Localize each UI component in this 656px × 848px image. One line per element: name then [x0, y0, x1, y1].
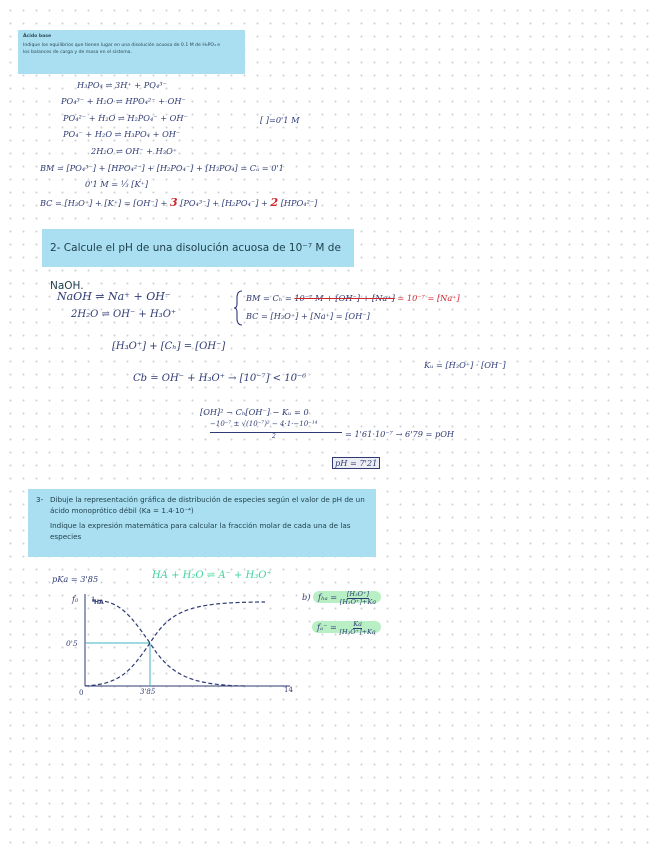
- s2-line-3: [H₃O⁺] + [Cₕ] = [OH⁻]: [112, 341, 226, 352]
- exercise-1-title: Ácido base: [23, 34, 52, 39]
- s3-reaction: HA + H₂O ⇌ A⁻ + H₃O⁺: [152, 570, 272, 581]
- s1-concentration-note: [ ]=0'1 M: [260, 115, 300, 125]
- exercise-3-row-2: [36, 520, 368, 542]
- graph-half-label: 0'5: [66, 639, 78, 648]
- s2-equilibrium-2: 2H₂O ⇌ OH⁻ + H₃O⁺: [71, 309, 177, 320]
- s2-final-ph: [332, 458, 380, 468]
- graph-zero-label: 0: [79, 689, 84, 697]
- graph-pka-label: 3'85: [140, 688, 156, 696]
- s2-quadratic-result: = 1'61·10⁻⁷ → 6'79 = pOH: [345, 429, 455, 439]
- s3-fraction-ha-lhs: fₕₐ =: [318, 592, 338, 602]
- s1-bc-coef-3: 3: [169, 196, 178, 209]
- s3-fraction-a-lhs: fₐ⁻ =: [317, 622, 337, 632]
- s2-mass-balance: [246, 293, 460, 303]
- s3-fraction-a-den: [H₃O⁺]+Ka: [339, 628, 376, 636]
- exercise-2-banner: 2- Calcule el pH de una disolución acuosa de 10⁻⁷ M de NaOH.: [42, 229, 354, 267]
- s3-fraction-ha-box: [313, 590, 381, 606]
- s3-fraction-ha-den: [H₃O⁺]+Ka: [339, 598, 377, 606]
- s3-fraction-a-num: Ka: [353, 620, 363, 628]
- s1-mass-balance: BM = [PO₄³⁻] + [HPO₄²⁻] + [H₂PO₄⁻] + [H₃PO₄] = Cₐ = 0'1: [40, 163, 284, 173]
- s1-equilibrium-4: PO₄⁻ + H₂O ⇌ H₃PO₄ + OH⁻: [63, 129, 181, 139]
- s3-fraction-a: [312, 620, 381, 636]
- exercise-1-text-1: Indique los equilibrios que tienen lugar en una disolución acuosa de 0.1 M de H₃PO₄ e: [23, 43, 221, 48]
- s1-mass-balance-2: 0'1 M = ⅓ [K⁺]: [85, 179, 149, 189]
- s3-fraction-ha: [302, 590, 381, 606]
- s3-fraction-a-frac: [340, 620, 376, 636]
- s2-brace: [234, 290, 244, 326]
- s1-bc-coef-2: 2: [270, 196, 279, 209]
- graph-curve-a: [85, 602, 265, 686]
- s2-line-4: Cb = OH⁻ + H₃O⁺ → [10⁻⁷] < 10⁻⁶: [133, 373, 307, 384]
- graph-ha-label: HA: [94, 599, 104, 606]
- s1-bc-end: [HPO₄²⁻]: [278, 198, 318, 208]
- s2-charge-balance: BC = [H₃O⁺] + [Na⁺] = [OH⁻]: [246, 311, 370, 321]
- s1-equilibrium-5: 2H₂O ⇌ OH⁻ + H₃O⁺: [91, 146, 178, 156]
- s1-equilibrium-3: PO₄²⁻ + H₂O ⇌ H₂PO₄⁻ + OH⁻: [63, 113, 188, 123]
- exercise-1-text-2: los balances de carga y de masa en el sistema.: [23, 50, 132, 55]
- s3-distribution-graph: [60, 590, 300, 700]
- s1-equilibrium-1: H₃PO₄ ⇌ 3H⁺ + PO₄³⁻: [77, 80, 167, 90]
- s2-equilibrium-1: NaOH ⇌ Na⁺ + OH⁻: [57, 290, 171, 303]
- exercise-3-banner: [28, 489, 376, 557]
- s2-quadratic-denominator: 2: [272, 433, 276, 440]
- s3-fraction-ha-frac: [340, 590, 376, 606]
- s2-quadratic-numerator: −10⁻⁷ ± √(10⁻⁷)² − 4·1·−10⁻¹⁴: [210, 420, 318, 428]
- s1-charge-balance: [40, 196, 317, 209]
- s1-bc-left: BC = [H₃O⁺] + [K⁺] = [OH⁻] +: [40, 198, 170, 208]
- graph-y-label: f₀: [72, 595, 79, 604]
- s3-fraction-ha-num: [H₃O⁺]: [346, 590, 369, 598]
- s1-bc-mid: [PO₄³⁻] + [H₂PO₄⁻] +: [177, 198, 271, 208]
- s2-bm-prefix: BM = Cₕ =: [246, 293, 295, 303]
- s3-fraction-a-box: [312, 620, 381, 636]
- exercise-1-banner: [18, 30, 245, 74]
- graph-y-one: 1: [91, 596, 96, 604]
- graph-x-end-label: 14: [284, 686, 293, 694]
- s2-bm-struck: 10⁻⁷ M + [OH⁻] + [Na⁺]: [294, 293, 395, 303]
- s2-fraction-bar: [210, 432, 342, 433]
- s2-final-ph-box: pH = 7'21: [332, 457, 380, 469]
- s3-b-label: b): [302, 592, 311, 602]
- s2-line-5: [OH]² − Cₕ[OH⁻] − Kᵤ = 0: [200, 407, 309, 417]
- exercise-3-number: 3-: [36, 495, 44, 504]
- s1-equilibrium-2: PO₄³⁻ + H₂O ⇌ HPO₄²⁻ + OH⁻: [61, 96, 186, 106]
- s3-pka: pKa = 3'85: [52, 574, 99, 584]
- exercise-3-text-2: Indique la expresión matemática para calcular la fracción molar de cada una de las especies: [50, 521, 351, 541]
- s2-bm-result: = 10⁻⁷ = [Na⁺]: [394, 293, 460, 303]
- exercise-3-text-1: Dibuje la representación gráfica de distribución de especies según el valor de pH de un ácido monoprótico débil (Ka = 1.4·10⁻⁴): [50, 495, 365, 515]
- exercise-3-row-1: [36, 494, 368, 516]
- s2-kw: Kᵤ = [H₃O⁺] · [OH⁻]: [424, 360, 506, 370]
